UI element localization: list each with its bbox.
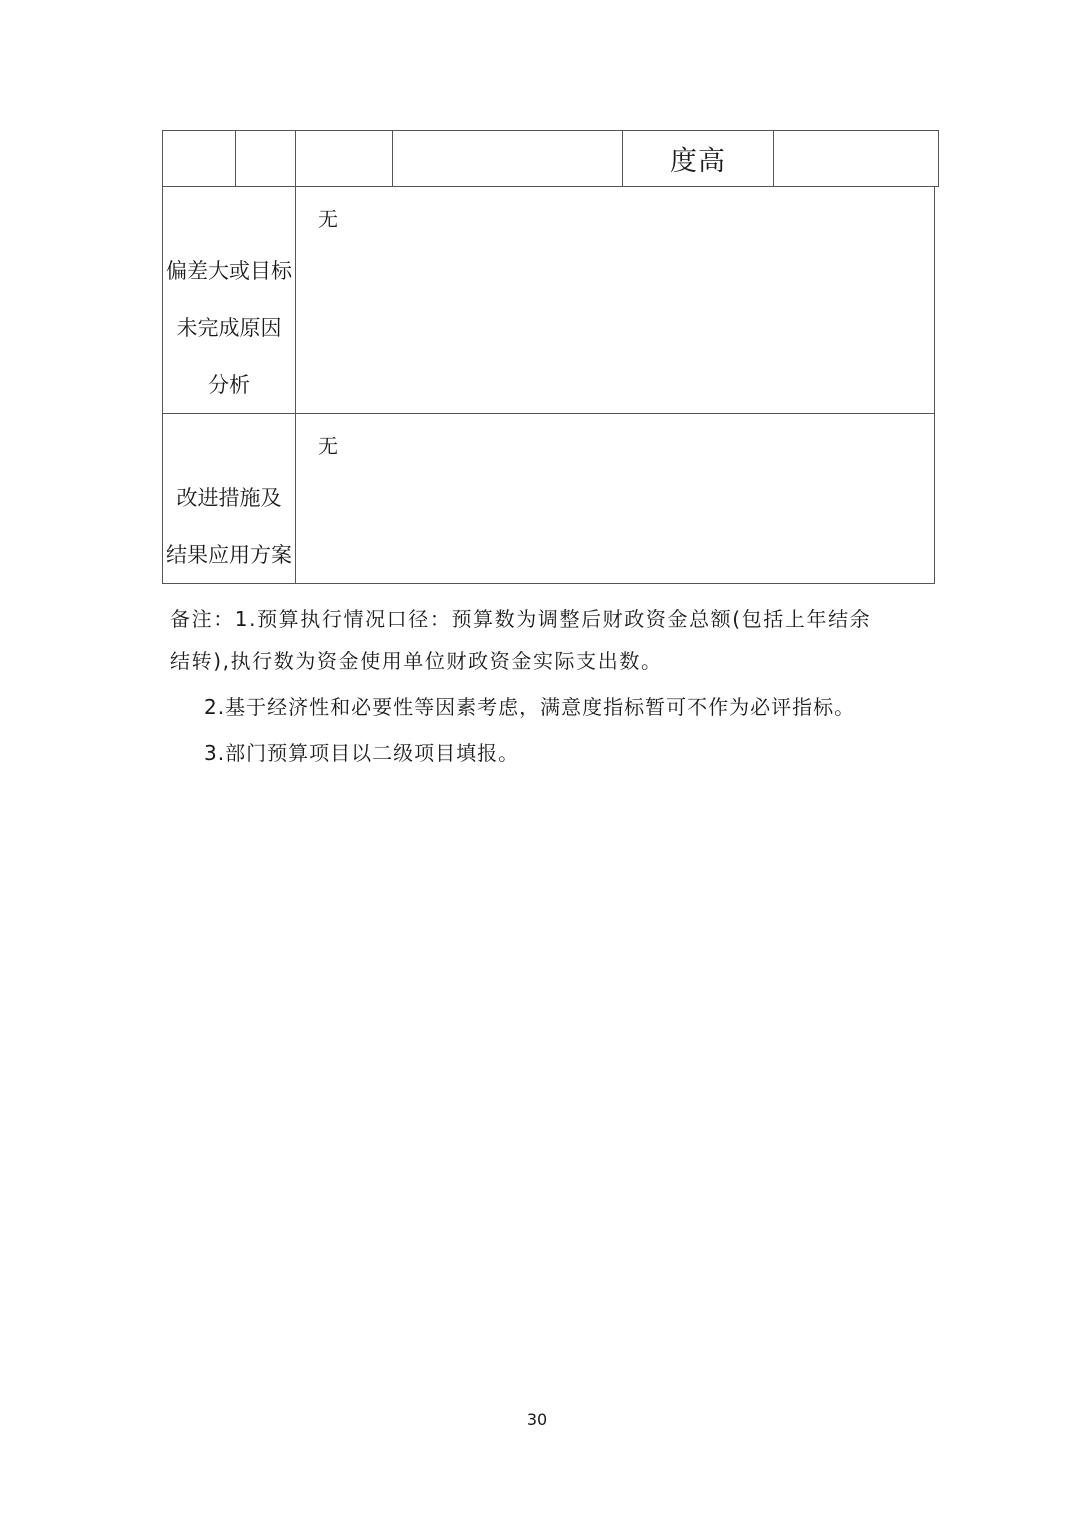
row-label-line: 分析 <box>208 373 250 397</box>
note-line: 备注：1.预算执行情况口径：预算数为调整后财政资金总额(包括上年结余 <box>170 607 872 631</box>
table-row-improvement <box>162 413 935 584</box>
row-content: 无 <box>318 207 338 231</box>
note-line: 结转),执行数为资金使用单位财政资金实际支出数。 <box>170 649 663 673</box>
table-top-row <box>162 130 939 187</box>
table-divider <box>773 131 774 186</box>
table-divider <box>392 131 393 186</box>
row-label-line: 结果应用方案 <box>166 543 292 567</box>
note-line: 2.基于经济性和必要性等因素考虑，满意度指标暂可不作为必评指标。 <box>204 695 856 719</box>
table-divider <box>295 131 296 186</box>
row-label-line: 未完成原因 <box>176 316 282 340</box>
row-content: 无 <box>318 434 338 458</box>
table-divider <box>295 187 296 413</box>
table-divider <box>295 414 296 583</box>
row-label-line: 改进措施及 <box>176 486 282 510</box>
notes-section <box>170 598 930 774</box>
table-row-deviation <box>162 187 935 414</box>
row-label-line: 偏差大或目标 <box>166 259 292 283</box>
note-line: 3.部门预算项目以二级项目填报。 <box>204 741 520 765</box>
top-cell-text: 度高 <box>670 146 726 177</box>
page-number: 30 <box>526 1410 548 1429</box>
table-divider <box>235 131 236 186</box>
